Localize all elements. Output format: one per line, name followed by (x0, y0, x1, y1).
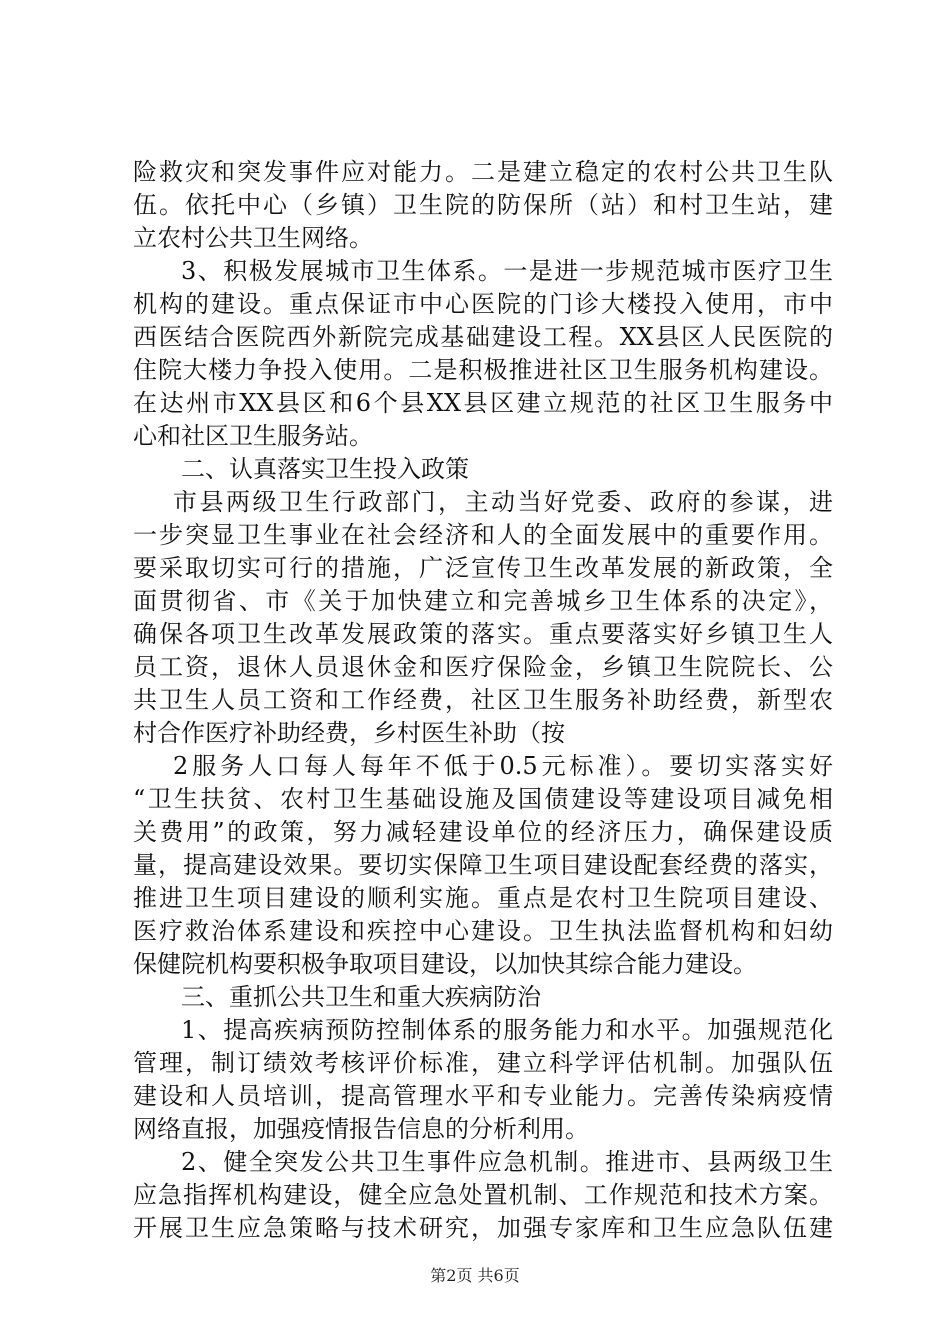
text-line: 2服务人口每人每年不低于0.5元标准）。要切实落实好 (173, 752, 833, 780)
text-line: 应急指挥机构建设，健全应急处置机制、工作规范和技术方案。 (133, 1181, 833, 1209)
document-body (133, 156, 833, 1245)
text-line: 险救灾和突发事件应对能力。二是建立稳定的农村公共卫生队 (133, 158, 833, 186)
text-line: 量，提高建设效果。要切实保障卫生项目建设配套经费的落实， (133, 851, 833, 879)
text-line: 村合作医疗补助经费，乡村医生补助（按 (133, 719, 565, 747)
text-line: 要采取切实可行的措施，广泛宣传卫生改革发展的新政策，全 (133, 554, 833, 582)
text-line: 一步突显卫生事业在社会经济和人的全面发展中的重要作用。 (133, 521, 833, 549)
text-line: 机构的建设。重点保证市中心医院的门诊大楼投入使用，市中 (133, 290, 833, 318)
text-line: 确保各项卫生改革发展政策的落实。重点要落实好乡镇卫生人 (133, 620, 833, 648)
text-line: 住院大楼力争投入使用。二是积极推进社区卫生服务机构建设。 (133, 356, 833, 384)
text-line: 面贯彻省、市《关于加快建立和完善城乡卫生体系的决定》， (133, 587, 833, 615)
page-number-label: 第2页 共6页 (430, 1266, 520, 1285)
text-line: 建设和人员培训，提高管理水平和专业能力。完善传染病疫情 (133, 1082, 833, 1110)
section-heading: 三、重抓公共卫生和重大疾病防治 (181, 983, 541, 1011)
text-line: 心和社区卫生服务站。 (133, 422, 373, 450)
text-line: 管理，制订绩效考核评价标准，建立科学评估机制。加强队伍 (133, 1049, 833, 1077)
text-line: 开展卫生应急策略与技术研究，加强专家库和卫生应急队伍建 (133, 1214, 833, 1242)
text-line: 2、健全突发公共卫生事件应急机制。推进市、县两级卫生 (181, 1148, 833, 1176)
text-line: 市县两级卫生行政部门，主动当好党委、政府的参谋，进 (173, 488, 833, 516)
text-line: 伍。依托中心（乡镇）卫生院的防保所（站）和村卫生站，建 (133, 191, 833, 219)
text-line: 保健院机构要积极争取项目建设，以加快其综合能力建设。 (133, 950, 757, 978)
text-line: 立农村公共卫生网络。 (133, 224, 373, 252)
text-line: 关费用”的政策，努力减轻建设单位的经济压力，确保建设质 (133, 818, 833, 846)
text-line: 1、提高疾病预防控制体系的服务能力和水平。加强规范化 (181, 1016, 833, 1044)
text-line: 3、积极发展城市卫生体系。一是进一步规范城市医疗卫生 (181, 257, 833, 285)
text-line: 推进卫生项目建设的顺利实施。重点是农村卫生院项目建设、 (133, 884, 833, 912)
page-footer (0, 1266, 950, 1286)
section-heading: 二、认真落实卫生投入政策 (181, 455, 469, 483)
text-line: 医疗救治体系建设和疾控中心建设。卫生执法监督机构和妇幼 (133, 917, 833, 945)
text-line: 共卫生人员工资和工作经费，社区卫生服务补助经费，新型农 (133, 686, 833, 714)
text-line: “卫生扶贫、农村卫生基础设施及国债建设等建设项目减免相 (133, 785, 833, 813)
text-line: 员工资，退休人员退休金和医疗保险金，乡镇卫生院院长、公 (133, 653, 833, 681)
text-line: 在达州市XX县区和6个县XX县区建立规范的社区卫生服务中 (133, 389, 833, 417)
text-line: 西医结合医院西外新院完成基础建设工程。XX县区人民医院的 (133, 323, 833, 351)
text-line: 网络直报，加强疫情报告信息的分析利用。 (133, 1115, 589, 1143)
